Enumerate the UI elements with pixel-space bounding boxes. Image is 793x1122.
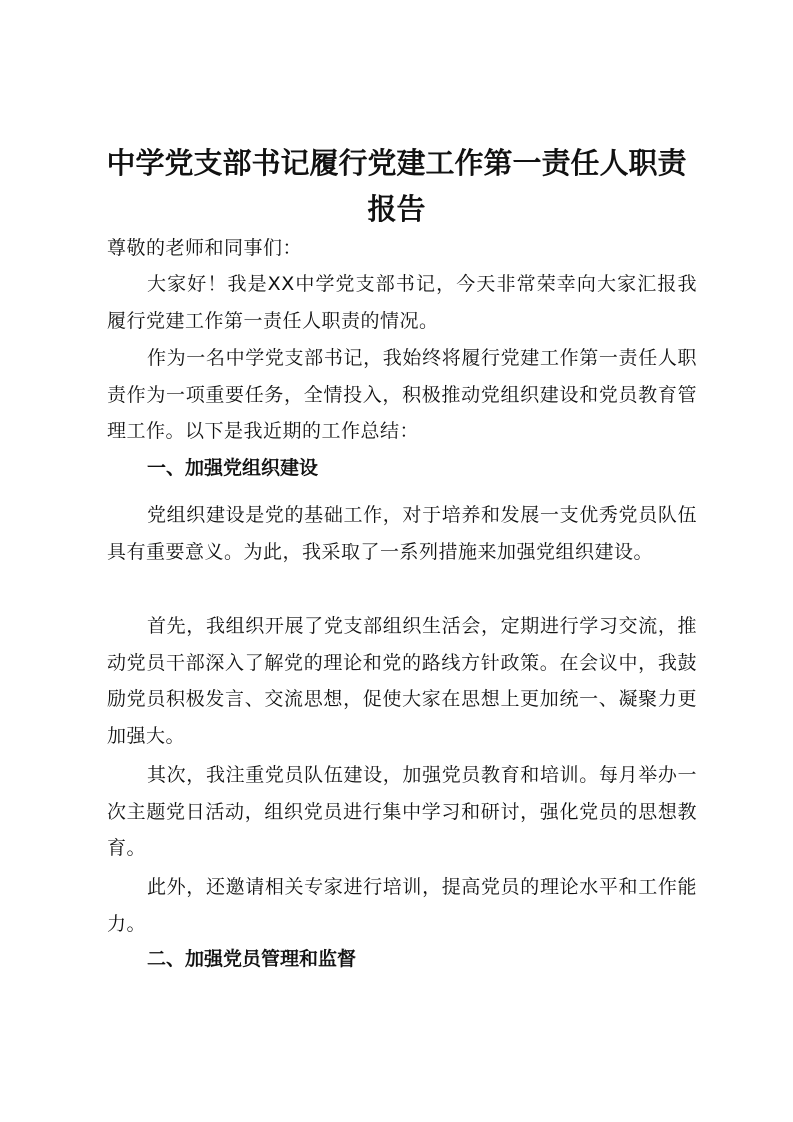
paragraph-intro: 作为一名中学党支部书记，我始终将履行党建工作第一责任人职责作为一项重要任务，全情投入，积极推动党组织建设和党员教育管理工作。以下是我近期的工作总结： bbox=[107, 347, 697, 442]
paragraph-second: 其次，我注重党员队伍建设，加强党员教育和培训。每月举办一次主题党日活动，组织党员进行集中学习和研讨，强化党员的思想教育。 bbox=[107, 764, 697, 859]
paragraph-greeting: 大家好！我是XX中学党支部书记，今天非常荣幸向大家汇报我履行党建工作第一责任人职责的情况。 bbox=[107, 273, 697, 332]
paragraph-first: 首先，我组织开展了党支部组织生活会，定期进行学习交流，推动党员干部深入了解党的理论和党的路线方针政策。在会议中，我鼓励党员积极发言、交流思想，促使大家在思想上更加统一、凝聚力更加强大。 bbox=[107, 615, 697, 747]
section-heading-1: 一、加强党组织建设 bbox=[147, 457, 319, 479]
paragraph-org-building: 党组织建设是党的基础工作，对于培养和发展一支优秀党员队伍具有重要意义。为此，我采取了一系列措施来加强党组织建设。 bbox=[107, 504, 697, 563]
section-heading-2: 二、加强党员管理和监督 bbox=[147, 948, 357, 970]
salutation: 尊敬的老师和同事们： bbox=[107, 237, 303, 259]
title-line-2: 报告 bbox=[367, 192, 426, 226]
paragraph-additionally: 此外，还邀请相关专家进行培训，提高党员的理论水平和工作能力。 bbox=[107, 876, 697, 935]
document-title bbox=[96, 140, 697, 232]
title-line-1: 中学党支部书记履行党建工作第一责任人职责 bbox=[106, 146, 687, 180]
